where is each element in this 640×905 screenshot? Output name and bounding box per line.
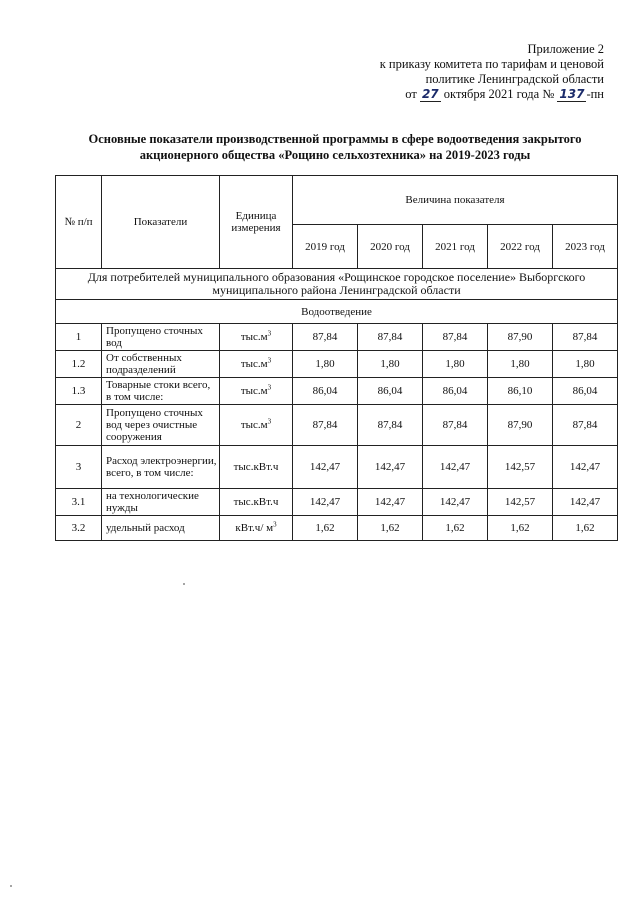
appendix-date-line (380, 87, 604, 102)
scan-speck (183, 583, 185, 585)
table-row (56, 324, 618, 351)
row-value: 1,62 (488, 516, 553, 541)
service-row (56, 300, 618, 324)
row-unit: кВт.ч/ $м^3$ (220, 516, 293, 541)
consumer-group-row (56, 269, 618, 300)
appendix-header (380, 42, 604, 102)
appendix-label: Приложение 2 (527, 42, 604, 56)
row-value: 87,84 (358, 324, 423, 351)
row-unit: тыс.кВт.ч (220, 489, 293, 516)
row-name: Пропущено сточных вод через очистные сооружения (102, 405, 220, 446)
table-row (56, 446, 618, 489)
header-indicator: Показатели (102, 176, 220, 269)
row-value: 1,62 (293, 516, 358, 541)
date-day-handwritten: 27 (421, 87, 439, 101)
row-unit: тыс.кВт.ч (220, 446, 293, 489)
table-row (56, 516, 618, 541)
row-value: 1,62 (553, 516, 618, 541)
row-num: 3.2 (56, 516, 102, 541)
row-value: 86,04 (553, 378, 618, 405)
row-unit: $тыс.м^3$ (220, 324, 293, 351)
row-value: 86,10 (488, 378, 553, 405)
row-num: 1 (56, 324, 102, 351)
row-unit: $тыс.м^3$ (220, 405, 293, 446)
indicators-table (55, 175, 618, 541)
row-unit: $тыс.м^3$ (220, 351, 293, 378)
table-row (56, 489, 618, 516)
row-value: 87,90 (488, 405, 553, 446)
row-num: 1.3 (56, 378, 102, 405)
row-value: 1,80 (488, 351, 553, 378)
row-value: 86,04 (423, 378, 488, 405)
row-value: 142,47 (553, 489, 618, 516)
row-value: 86,04 (293, 378, 358, 405)
row-value: 87,90 (488, 324, 553, 351)
row-value: 87,84 (293, 324, 358, 351)
row-num: 3.1 (56, 489, 102, 516)
table-row (56, 351, 618, 378)
service-name: Водоотведение (56, 300, 618, 324)
date-rest: октября 2021 года № (443, 87, 555, 101)
row-value: 142,47 (293, 446, 358, 489)
row-value: 142,47 (423, 489, 488, 516)
header-num: № п/п (56, 176, 102, 269)
table-row (56, 378, 618, 405)
row-name: Расход электроэнергии, всего, в том числе: (102, 446, 220, 489)
appendix-committee-line: политике Ленинградской области (425, 72, 604, 86)
row-num: 3 (56, 446, 102, 489)
row-value: 87,84 (423, 324, 488, 351)
row-num: 1.2 (56, 351, 102, 378)
header-year: 2019 год (293, 225, 358, 269)
date-prefix: от (405, 87, 417, 101)
row-value: 142,47 (358, 446, 423, 489)
row-unit: $тыс.м^3$ (220, 378, 293, 405)
row-value: 1,62 (358, 516, 423, 541)
row-name: на технологические нужды (102, 489, 220, 516)
document-title (60, 131, 610, 163)
row-value: 87,84 (293, 405, 358, 446)
table-row (56, 405, 618, 446)
row-value: 142,57 (488, 446, 553, 489)
row-name: Товарные стоки всего, в том числе: (102, 378, 220, 405)
header-year: 2023 год (553, 225, 618, 269)
row-value: 1,80 (358, 351, 423, 378)
row-value: 142,57 (488, 489, 553, 516)
row-value: 1,80 (553, 351, 618, 378)
order-suffix: -пн (586, 87, 604, 101)
order-number-handwritten: 137 (559, 87, 585, 101)
row-name: От собственных подразделений (102, 351, 220, 378)
row-name: удельный расход (102, 516, 220, 541)
row-value: 1,80 (423, 351, 488, 378)
row-value: 87,84 (358, 405, 423, 446)
header-unit: Единица измерения (220, 176, 293, 269)
row-value: 142,47 (553, 446, 618, 489)
row-value: 86,04 (358, 378, 423, 405)
row-value: 87,84 (553, 324, 618, 351)
row-value: 1,80 (293, 351, 358, 378)
row-value: 142,47 (293, 489, 358, 516)
title-line-1: Основные показатели производственной программы в сфере водоотведения закрытого (88, 132, 582, 146)
header-year: 2021 год (423, 225, 488, 269)
appendix-order-line: к приказу комитета по тарифам и ценовой (379, 57, 604, 71)
title-line-2: акционерного общества «Рощино сельхозтехника» на 2019-2023 годы (139, 148, 531, 162)
row-value: 87,84 (423, 405, 488, 446)
header-year: 2022 год (488, 225, 553, 269)
header-row (56, 176, 618, 225)
header-value: Величина показателя (293, 176, 618, 225)
row-value: 142,47 (423, 446, 488, 489)
scan-speck (10, 885, 12, 887)
header-year: 2020 год (358, 225, 423, 269)
row-name: Пропущено сточных вод (102, 324, 220, 351)
row-value: 87,84 (553, 405, 618, 446)
consumer-group: Для потребителей муниципального образования «Рощинское городское поселение» Выборгского муниципального района Ленинградской области (56, 269, 618, 300)
row-num: 2 (56, 405, 102, 446)
row-value: 142,47 (358, 489, 423, 516)
row-value: 1,62 (423, 516, 488, 541)
